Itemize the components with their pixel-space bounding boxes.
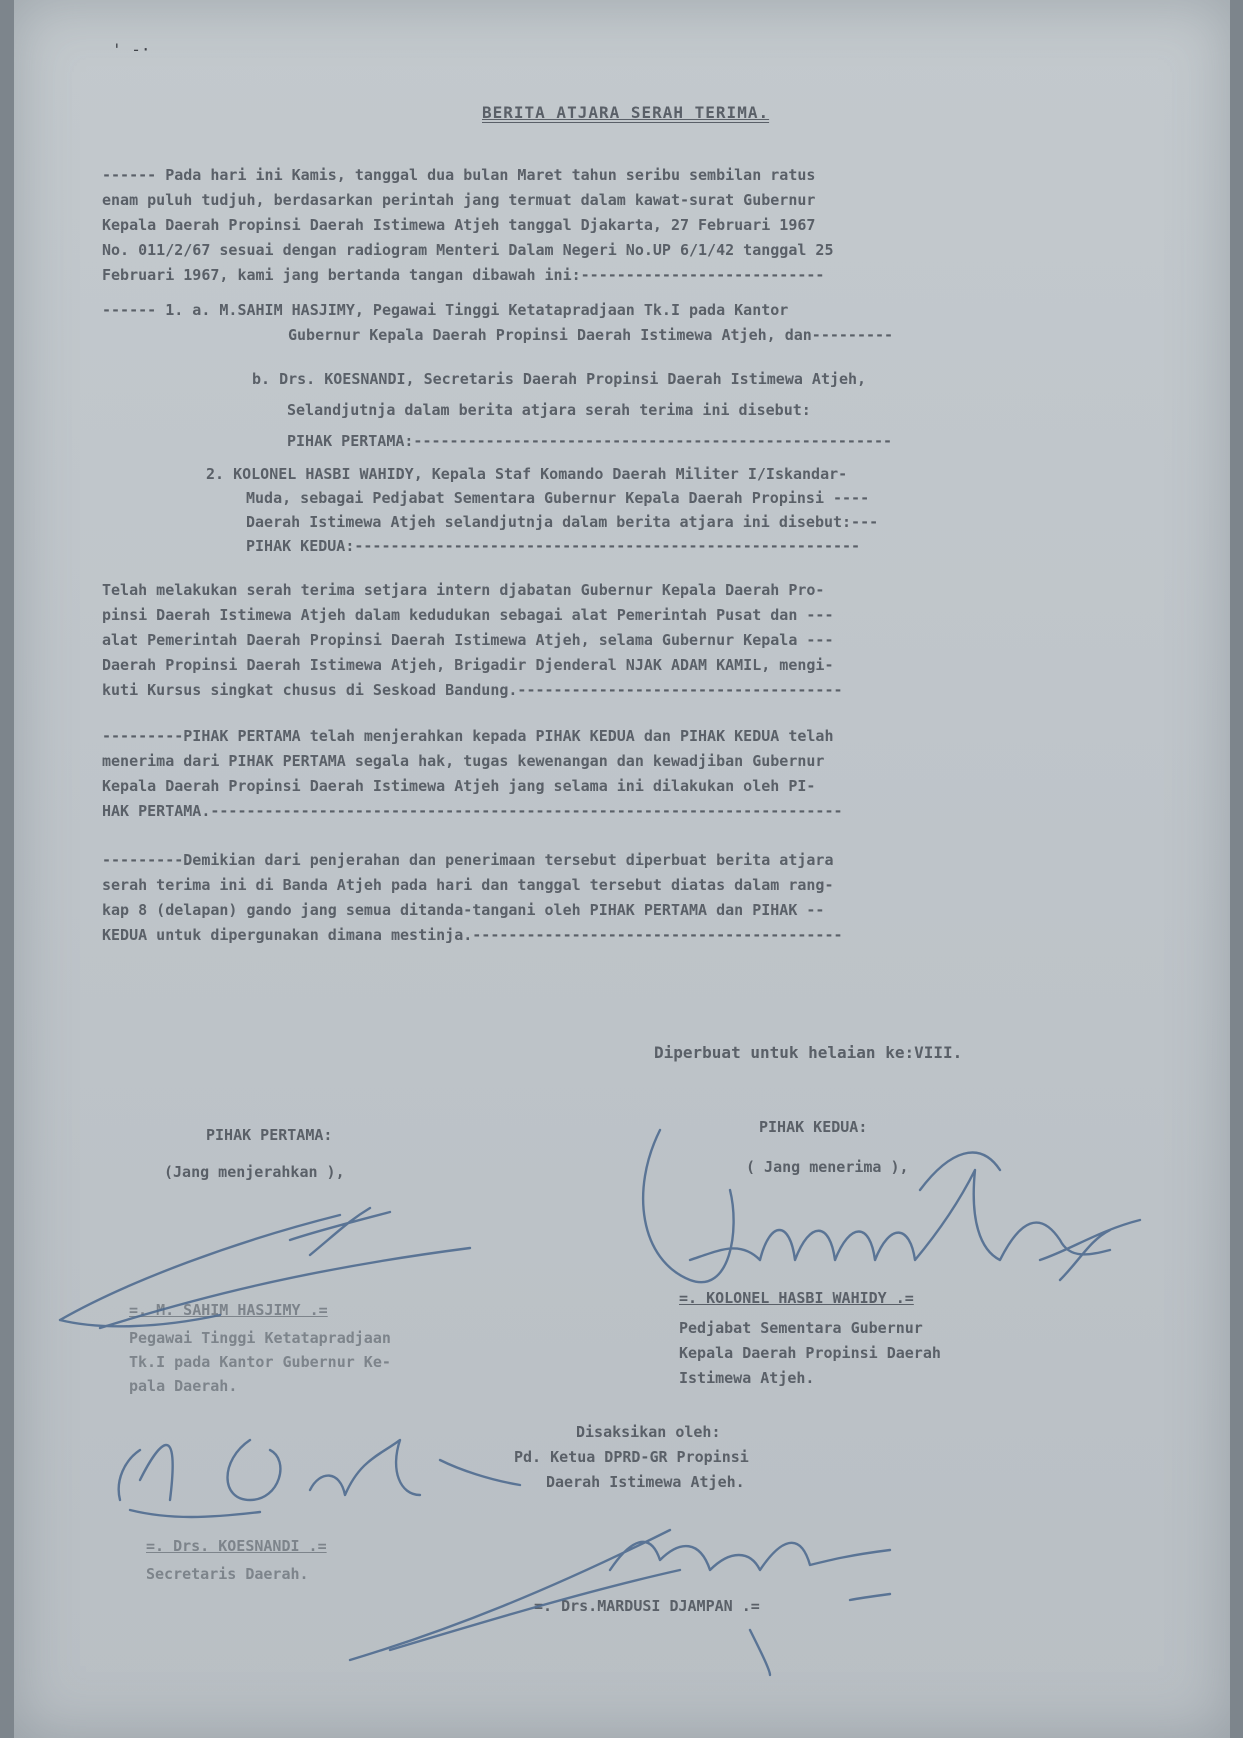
party-two-line: 2. KOLONEL HASBI WAHIDY, Kepala Staf Komando Daerah Militer I/Iskandar- xyxy=(206,465,848,483)
party-two-line: Muda, sebagai Pedjabat Sementara Gubernur Kepala Daerah Propinsi ---- xyxy=(246,489,870,507)
party-one-b xyxy=(252,364,892,457)
opening-line: Februari 1967, kami jang bertanda tangan dibawah ini:--------------------------- xyxy=(102,266,825,284)
rights-line: ---------PIHAK PERTAMA telah menjerahkan kepada PIHAK KEDUA dan PIHAK KEDUA telah xyxy=(102,727,834,745)
closing-paragraph xyxy=(102,848,843,948)
party-two xyxy=(206,462,878,558)
pihak-kedua-title-line: Pedjabat Sementara Gubernur xyxy=(679,1319,923,1337)
party-one-b-line: Selandjutnja dalam berita atjara serah terima ini disebut: xyxy=(287,401,811,419)
pihak-pertama-heading: PIHAK PERTAMA: xyxy=(206,1126,333,1144)
pihak-kedua-role: ( Jang menerima ), xyxy=(746,1158,909,1176)
closing-line: kap 8 (delapan) gando jang semua ditanda-tangani oleh PIHAK PERTAMA dan PIHAK -- xyxy=(102,901,825,919)
witness-block xyxy=(514,1420,749,1495)
pihak-kedua-name: =. KOLONEL HASBI WAHIDY .= xyxy=(679,1289,914,1307)
pihak-pertama-title-line: Pegawai Tinggi Ketatapradjaan xyxy=(129,1329,391,1347)
document-title: BERITA ATJARA SERAH TERIMA. xyxy=(482,103,770,122)
signature-pihak-pertama xyxy=(40,1200,560,1350)
opening-line: Kepala Daerah Propinsi Daerah Istimewa Atjeh tanggal Djakarta, 27 Februari 1967 xyxy=(102,216,816,234)
party-one-a-line: Gubernur Kepala Daerah Propinsi Daerah Istimewa Atjeh, dan--------- xyxy=(288,326,894,344)
pihak-kedua-heading: PIHAK KEDUA: xyxy=(759,1118,868,1136)
party-two-line: Daerah Istimewa Atjeh selandjutnja dalam berita atjara ini disebut:--- xyxy=(246,513,879,531)
pihak-kedua-title-line: Kepala Daerah Propinsi Daerah xyxy=(679,1344,941,1362)
rights-paragraph xyxy=(102,724,843,824)
party-one-b-line: b. Drs. KOESNANDI, Secretaris Daerah Propinsi Daerah Istimewa Atjeh, xyxy=(252,370,867,388)
rights-line: HAK PERTAMA.---------------------------------------------------------------------- xyxy=(102,802,843,820)
opening-paragraph xyxy=(102,163,834,288)
corner-marks: ' -· xyxy=(112,40,151,59)
opening-line: No. 011/2/67 sesuai dengan radiogram Menteri Dalam Negeri No.UP 6/1/42 tanggal 25 xyxy=(102,241,834,259)
party-one-a xyxy=(102,298,893,348)
rights-line: Kepala Daerah Propinsi Daerah Istimewa Atjeh jang selama ini dilakukan oleh PI- xyxy=(102,777,816,795)
handover-line: Daerah Propinsi Daerah Istimewa Atjeh, Brigadir Djenderal NJAK ADAM KAMIL, mengi- xyxy=(102,656,834,674)
pihak-kedua-label: PIHAK KEDUA:-------------------------------------------------------- xyxy=(246,537,861,555)
rights-line: menerima dari PIHAK PERTAMA segala hak, tugas kewenangan dan kewadjiban Gubernur xyxy=(102,752,825,770)
opening-line: ------ Pada hari ini Kamis, tanggal dua bulan Maret tahun seribu sembilan ratus xyxy=(102,166,816,184)
pihak-kedua-title xyxy=(679,1316,941,1391)
witness-name: =. Drs.MARDUSI DJAMPAN .= xyxy=(534,1597,760,1615)
handover-line: pinsi Daerah Istimewa Atjeh dalam kedudukan sebagai alat Pemerintah Pusat dan --- xyxy=(102,606,834,624)
pihak-kedua-title-line: Istimewa Atjeh. xyxy=(679,1369,815,1387)
pihak-pertama-label: PIHAK PERTAMA:----------------------------------------------------- xyxy=(287,432,893,450)
handover-line: Telah melakukan serah terima setjara intern djabatan Gubernur Kepala Daerah Pro- xyxy=(102,581,825,599)
closing-line: KEDUA untuk dipergunakan dimana mestinja.----------------------------------------- xyxy=(102,926,843,944)
closing-line: ---------Demikian dari penjerahan dan penerimaan tersebut diperbuat berita atjara xyxy=(102,851,834,869)
pihak-pertama-name: =. M. SAHIM HASJIMY .= xyxy=(129,1301,328,1319)
party-one-a-line: ------ 1. a. M.SAHIM HASJIMY, Pegawai Tinggi Ketatapradjaan Tk.I pada Kantor xyxy=(102,301,789,319)
signature-witness xyxy=(330,1510,910,1680)
pihak-pertama-title-line: Tk.I pada Kantor Gubernur Ke- xyxy=(129,1353,391,1371)
copy-note: Diperbuat untuk helaian ke:VIII. xyxy=(654,1043,963,1062)
handover-paragraph xyxy=(102,578,843,703)
secretary-title: Secretaris Daerah. xyxy=(146,1565,309,1583)
pihak-pertama-role: (Jang menjerahkan ), xyxy=(164,1163,345,1181)
handover-line: kuti Kursus singkat chusus di Seskoad Bandung.------------------------------------ xyxy=(102,681,843,699)
secretary-name: =. Drs. KOESNANDI .= xyxy=(146,1537,327,1555)
witness-line: Daerah Istimewa Atjeh. xyxy=(546,1473,745,1491)
closing-line: serah terima ini di Banda Atjeh pada hari dan tanggal tersebut diatas dalam rang- xyxy=(102,876,834,894)
witness-label: Disaksikan oleh: xyxy=(576,1423,721,1441)
handover-line: alat Pemerintah Daerah Propinsi Daerah Istimewa Atjeh, selama Gubernur Kepala --- xyxy=(102,631,834,649)
pihak-pertama-title-line: pala Daerah. xyxy=(129,1377,238,1395)
signature-pihak-kedua xyxy=(620,1110,1180,1310)
witness-line: Pd. Ketua DPRD-GR Propinsi xyxy=(514,1448,749,1466)
opening-line: enam puluh tudjuh, berdasarkan perintah jang termuat dalam kawat-surat Gubernur xyxy=(102,191,816,209)
